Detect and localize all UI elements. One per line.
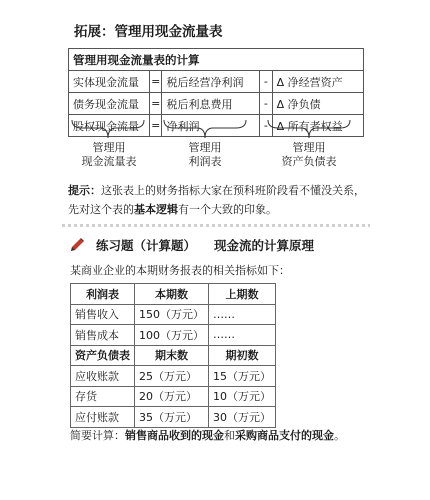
formula-left: 债务现金流量 (69, 93, 150, 115)
question-text: 。 (334, 429, 345, 442)
question-bold: 采购商品支付的现金 (235, 429, 334, 442)
table-header-cell: 期末数 (135, 345, 209, 366)
table-cell: 存货 (71, 386, 135, 407)
brace-cashflow (70, 118, 146, 140)
table-header-cell: 上期数 (209, 284, 276, 305)
table-header-row (71, 345, 276, 366)
minus-sign: - (260, 115, 272, 137)
table-row (71, 407, 276, 428)
brace-income (162, 118, 248, 140)
brace-label-income (162, 141, 248, 169)
equals-sign: = (150, 115, 162, 137)
exercise-topic: 现金流的计算原理 (214, 238, 315, 253)
formula-right: Δ 所有者权益 (272, 115, 363, 137)
exercise-heading (68, 236, 314, 254)
formula-right: Δ 净负债 (272, 93, 363, 115)
table-cell: 100（万元） (135, 325, 209, 346)
table-cell: 15（万元） (209, 366, 276, 387)
table-header-row (71, 284, 276, 305)
table-cell: 应付账款 (71, 407, 135, 428)
formula-mid: 净利润 (162, 115, 260, 137)
formula-table-header: 管理用现金流量表的计算 (69, 49, 364, 71)
brace-label-balance (266, 141, 352, 169)
tip-paragraph (68, 181, 368, 219)
table-header-cell: 利润表 (71, 284, 135, 305)
table-cell: …… (209, 304, 276, 325)
table-cell: …… (209, 325, 276, 346)
table-cell: 25（万元） (135, 366, 209, 387)
brace-label-line: 管理用 (292, 141, 326, 154)
page-title: 拓展：管理用现金流量表 (74, 24, 223, 40)
equals-sign: = (150, 93, 162, 115)
table-row (71, 304, 276, 325)
table-cell: 30（万元） (209, 407, 276, 428)
formula-mid: 税后利息费用 (162, 93, 260, 115)
table-header-cell: 本期数 (135, 284, 209, 305)
minus-sign: - (260, 71, 272, 93)
table-row (71, 325, 276, 346)
equals-sign: = (150, 71, 162, 93)
minus-sign: - (260, 93, 272, 115)
section-divider (62, 224, 370, 227)
exercise-question (70, 427, 345, 443)
brace-label-line: 现金流量表 (81, 155, 137, 168)
brace-label-cashflow (70, 141, 148, 169)
brace-balance (266, 118, 352, 140)
table-cell: 销售收入 (71, 304, 135, 325)
exercise-type: 练习题（计算题） (96, 238, 197, 253)
brace-label-line: 利润表 (188, 155, 222, 168)
table-header-cell: 资产负债表 (71, 345, 135, 366)
brace-label-line: 管理用 (188, 141, 222, 154)
exercise-intro: 某商业企业的本期财务报表的相关指标如下： (70, 264, 290, 277)
pencil-icon (68, 236, 86, 254)
tip-bold: 基本逻辑 (134, 203, 178, 216)
formula-left: 实体现金流量 (69, 71, 150, 93)
brace-label-line: 管理用 (92, 141, 126, 154)
formula-row (69, 93, 364, 115)
table-row (71, 366, 276, 387)
formula-row (69, 71, 364, 93)
table-cell: 应收账款 (71, 366, 135, 387)
table-cell: 销售成本 (71, 325, 135, 346)
formula-right: Δ 净经营资产 (272, 71, 363, 93)
table-cell: 35（万元） (135, 407, 209, 428)
question-text: 和 (224, 429, 235, 442)
table-cell: 150（万元） (135, 304, 209, 325)
table-cell: 10（万元） (209, 386, 276, 407)
formula-table-header-row (69, 49, 364, 71)
question-bold: 销售商品收到的现金 (125, 429, 224, 442)
formula-mid: 税后经营净利润 (162, 71, 260, 93)
table-row (71, 386, 276, 407)
financial-data-table (70, 283, 276, 428)
formula-left: 股权现金流量 (69, 115, 150, 137)
tip-text: 有一个大致的印象。 (178, 203, 277, 216)
question-prefix: 简要计算： (70, 429, 125, 442)
tip-text: 这张表上的财务指标大家在预科班阶段看不懂没关系，先对这个表的 (68, 184, 365, 216)
table-header-cell: 期初数 (209, 345, 276, 366)
tip-label: 提示： (68, 184, 101, 197)
brace-label-line: 资产负债表 (281, 155, 337, 168)
table-cell: 20（万元） (135, 386, 209, 407)
